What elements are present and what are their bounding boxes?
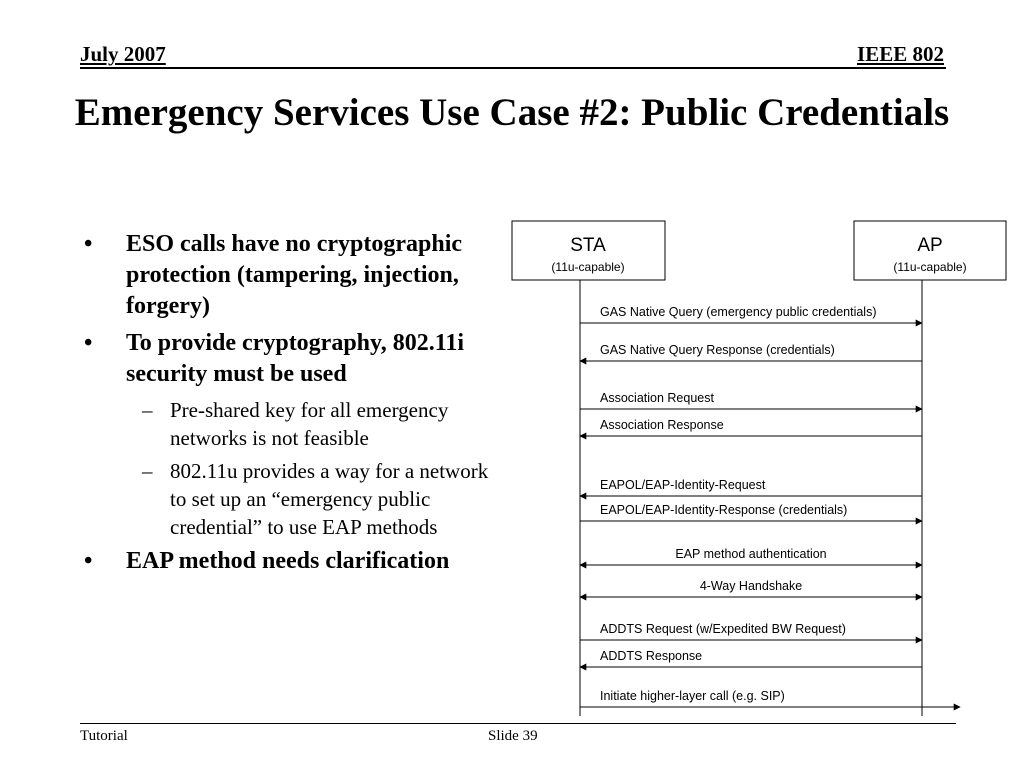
sub-bullet-text: 802.11u provides a way for a network to set up an “emergency public credential” to use EAP methods: [170, 459, 489, 539]
message-label: 4-Way Handshake: [699, 579, 803, 593]
header-org: IEEE 802: [857, 42, 944, 66]
message-7: [580, 547, 922, 565]
slide-number: Slide 39: [488, 728, 538, 744]
message-group: [580, 305, 960, 707]
message-label: EAP method authentication: [675, 547, 827, 561]
ap-subtitle: (11u-capable): [893, 260, 967, 274]
sta-box: [512, 221, 665, 280]
sta-name: STA: [570, 235, 606, 256]
dash-marker: –: [142, 398, 153, 422]
message-9: [580, 622, 922, 640]
message-1: [580, 305, 922, 323]
bullet-marker: •: [84, 330, 93, 356]
slide-title: Emergency Services Use Case #2: Public Credentials: [74, 91, 950, 134]
header-date: July 2007: [80, 42, 166, 66]
sub-bullet-text: Pre-shared key for all emergency networks is not feasible: [170, 398, 449, 450]
message-label: GAS Native Query Response (credentials): [600, 343, 835, 357]
bullet-text: To provide cryptography, 802.11i security must be used: [126, 330, 465, 387]
footer-divider: [80, 723, 956, 724]
ap-name: AP: [917, 235, 943, 256]
message-label: GAS Native Query (emergency public credentials): [600, 305, 877, 319]
bullet-text: EAP method needs clarification: [126, 548, 450, 574]
message-3: [580, 391, 922, 409]
message-label: Association Response: [600, 418, 724, 432]
message-label: ADDTS Response: [600, 649, 703, 663]
message-label: EAPOL/EAP-Identity-Request: [600, 478, 766, 492]
message-10: [580, 649, 922, 667]
message-label: EAPOL/EAP-Identity-Response (credentials): [600, 503, 848, 517]
message-6: [580, 503, 922, 521]
message-4: [580, 418, 922, 436]
message-5: [580, 478, 922, 496]
message-11: [580, 689, 960, 707]
footer-label: Tutorial: [80, 728, 128, 744]
message-8: [580, 579, 922, 597]
bullet-text: ESO calls have no cryptographic protection (tampering, injection, forgery): [126, 231, 463, 319]
sta-subtitle: (11u-capable): [551, 260, 625, 274]
message-label: Initiate higher-layer call (e.g. SIP): [600, 689, 785, 703]
bullet-marker: •: [84, 231, 93, 257]
message-label: Association Request: [600, 391, 714, 405]
message-label: ADDTS Request (w/Expedited BW Request): [600, 622, 846, 636]
bullet-marker: •: [84, 548, 93, 574]
ap-box: [854, 221, 1006, 280]
dash-marker: –: [142, 459, 153, 483]
message-2: [580, 343, 922, 361]
